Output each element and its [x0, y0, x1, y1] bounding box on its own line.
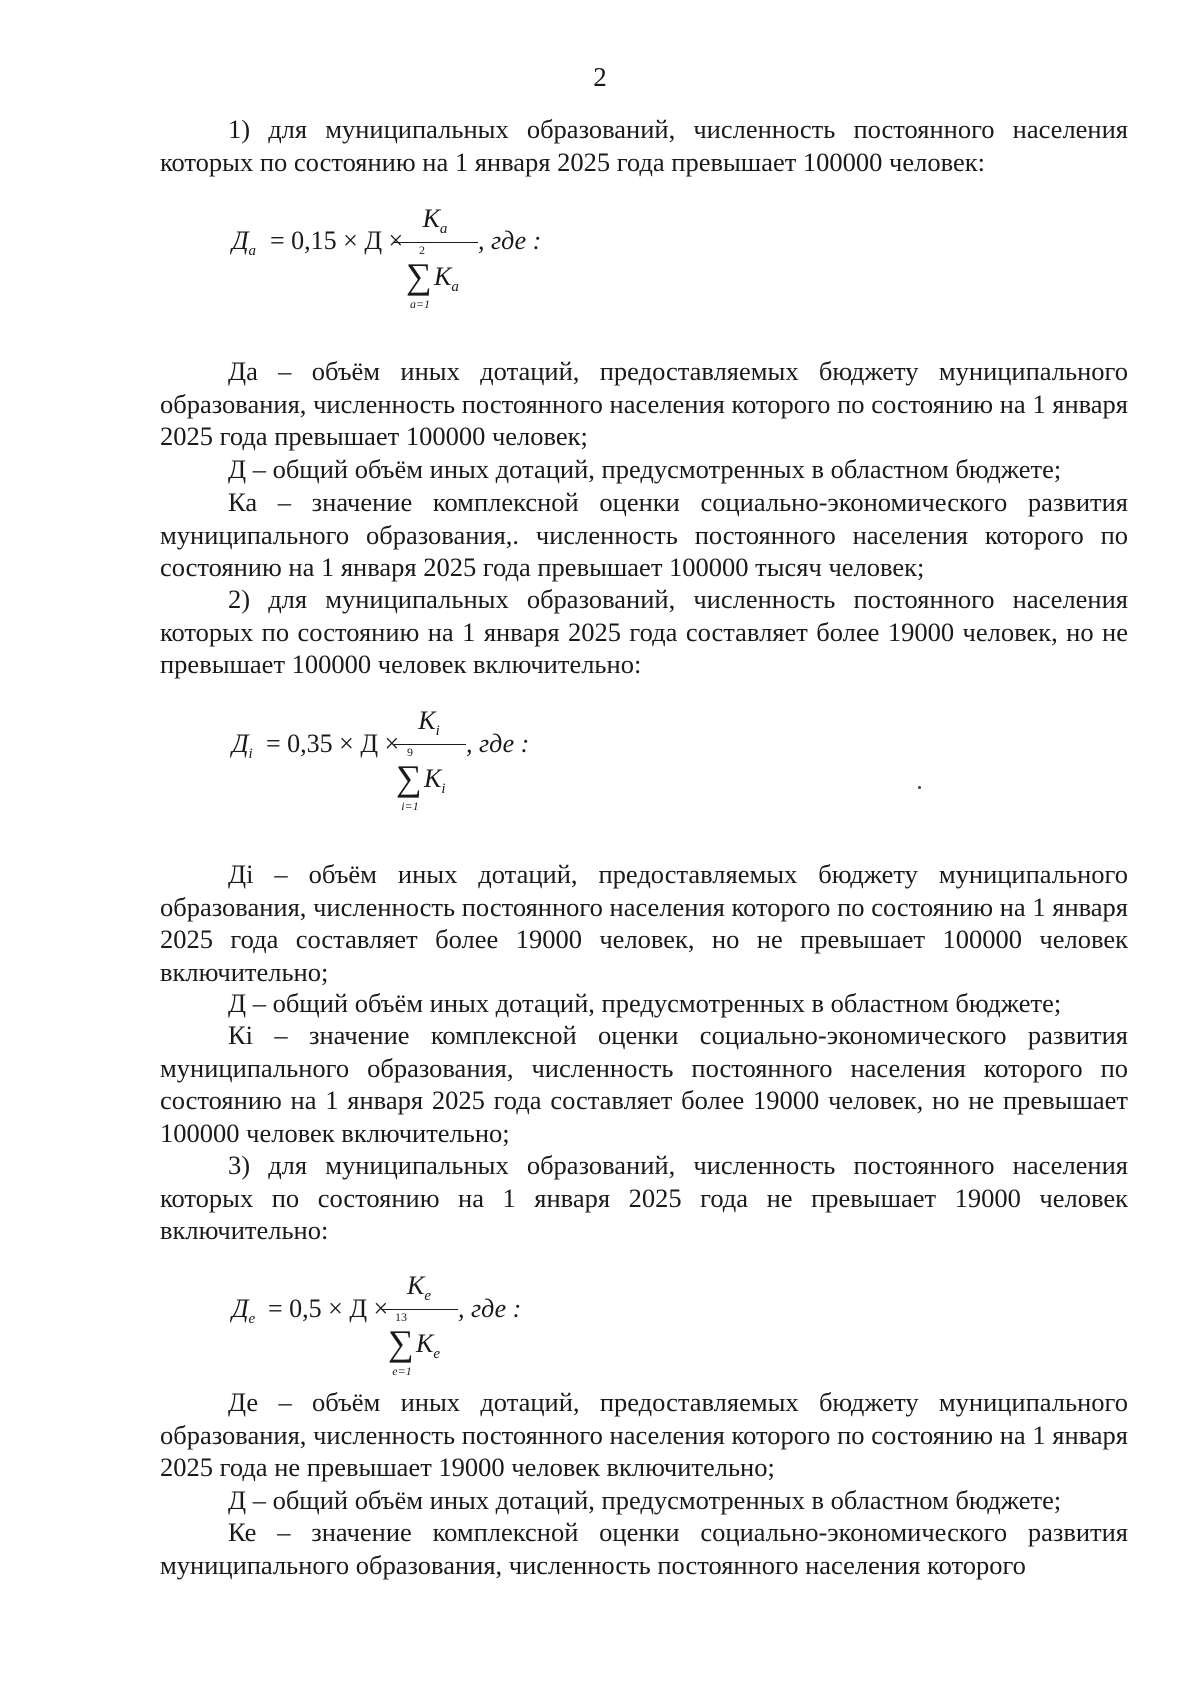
formula3-sum-bottom: e=1 [392, 1364, 412, 1378]
item3-def-d: Д – общий объём иных дотаций, предусмотренных в областном бюджете; [228, 1485, 1062, 1515]
formula2-tail: , где : [466, 729, 530, 758]
formula1-denominator: $K_a$ [434, 262, 459, 295]
item1-def-ka: Ка – значение комплексной оценки социально-экономического развития муниципального образования,. численность постоянного населения которого по состоянию на 1 января 2025 года превышает 100000 тысяч человек; [160, 487, 1128, 582]
formula1-sum-bottom: a=1 [409, 297, 431, 311]
formula1-numerator: $K_a$ [422, 204, 448, 237]
item2-def-di: Дi – объём иных дотаций, предоставляемых бюджету муниципального образования, численность постоянного населения которого по состоянию на 1 января 2025 года составляет более 19000 человек, но не превышает 100000 человек включительно; [160, 859, 1128, 987]
formula2-denominator: $K_i$ [424, 764, 446, 797]
formula3-numerator: $K_e$ [406, 1271, 431, 1304]
page-number: 2 [593, 62, 607, 92]
item2-def-d: Д – общий объём иных дотаций, предусмотренных в областном бюджете; [228, 988, 1062, 1018]
formula1-lhs: $Д_a$ [232, 226, 257, 259]
item1-intro: 1) для муниципальных образований, численность постоянного населения которых по состоянию на 1 января 2025 года превышает 100000 человек: [160, 114, 1128, 177]
formula1-tail: , где : [478, 226, 542, 255]
formula2-lhs: $Д_i$ [232, 729, 253, 762]
item2-def-ki: Кi – значение комплексной оценки социально-экономического развития муниципального образования, численность постоянного населения которого по состоянию на 1 января 2025 года составляет более 19000 человек, но не превышает 100000 человек включительно; [160, 1020, 1128, 1148]
scan-speck [918, 786, 921, 789]
item2-intro: 2) для муниципальных образований, численность постоянного населения которых по состоянию на 1 января 2025 года составляет более 19000 человек, но не превышает 100000 человек включительно: [160, 584, 1128, 679]
item3-def-de: Де – объём иных дотаций, предоставляемых бюджету муниципального образования, численность постоянного населения которого по состоянию на 1 января 2025 года не превышает 19000 человек включительно; [160, 1387, 1128, 1482]
formula3-tail: , где : [458, 1294, 522, 1323]
formula2-numerator: $K_i$ [418, 706, 440, 739]
formula3-sum-top: 13 [395, 1310, 407, 1324]
formula1-coef: = 0,15 × Д × [270, 226, 404, 255]
formula2-sum-top: 9 [407, 745, 413, 759]
item3-intro: 3) для муниципальных образований, численность постоянного населения которых по состоянию на 1 января 2025 года не превышает 19000 человек включительно: [160, 1150, 1128, 1245]
formula3-coef: = 0,5 × Д × [268, 1294, 389, 1323]
item1-def-d: Д – общий объём иных дотаций, предусмотренных в областном бюджете; [228, 454, 1062, 484]
formula2-sum-bottom: i=1 [401, 799, 419, 813]
formula3-lhs: $Д_e$ [232, 1294, 256, 1327]
formula2-coef: = 0,35 × Д × [266, 729, 400, 758]
formula3-denominator: $K_e$ [416, 1329, 441, 1362]
formula3-sigma: ∑ [388, 1323, 414, 1363]
item3-def-ke: Ке – значение комплексной оценки социально-экономического развития муниципального образования, численность постоянного населения которого [160, 1517, 1128, 1580]
formula2-sigma: ∑ [396, 758, 422, 798]
formula1-fraction-bar [394, 242, 478, 243]
formula1-sigma: ∑ [406, 256, 432, 296]
item1-def-da: Да – объём иных дотаций, предоставляемых бюджету муниципального образования, численность постоянного населения которого по состоянию на 1 января 2025 года превышает 100000 человек; [160, 356, 1128, 451]
formula1-sum-top: 2 [419, 243, 425, 257]
